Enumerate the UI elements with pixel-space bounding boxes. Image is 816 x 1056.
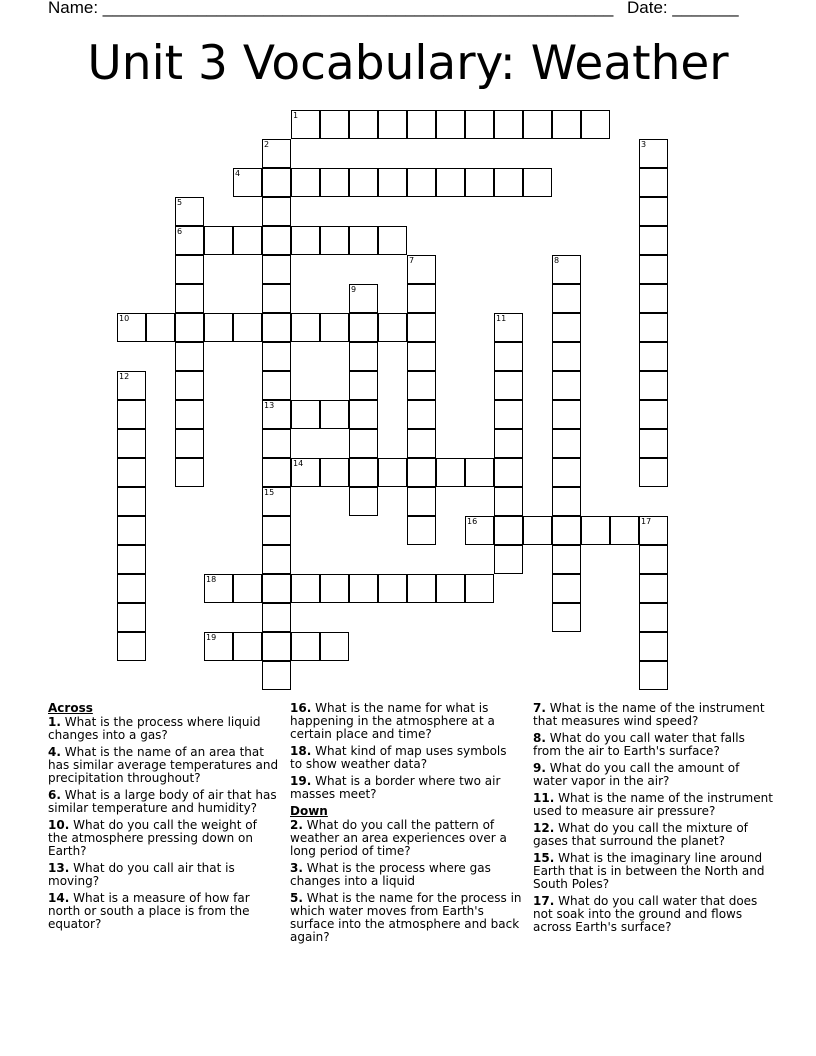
crossword-cell[interactable] [117,313,146,342]
crossword-cell[interactable] [349,313,378,342]
crossword-cell[interactable] [291,574,320,603]
crossword-cell[interactable] [552,342,581,371]
crossword-cell[interactable] [262,197,291,226]
crossword-cell[interactable] [320,226,349,255]
crossword-cell[interactable] [552,516,581,545]
crossword-cell[interactable] [494,429,523,458]
crossword-cell[interactable] [378,168,407,197]
crossword-cell[interactable] [204,632,233,661]
crossword-cell[interactable] [117,603,146,632]
crossword-cell[interactable] [639,574,668,603]
crossword-cell[interactable] [436,168,465,197]
crossword-cell[interactable] [262,226,291,255]
crossword-cell[interactable] [639,516,668,545]
crossword-cell[interactable] [175,429,204,458]
clue-down-5: 5. What is the name for the process in which water moves from Earth's surface into the atmosphere and back again? [290,891,522,944]
crossword-cell[interactable] [465,110,494,139]
clue-number: 4 [235,169,241,178]
crossword-cell[interactable] [117,400,146,429]
crossword-cell[interactable] [233,313,262,342]
name-field[interactable]: Name: ______________________________________________________ [48,0,614,17]
crossword-cell[interactable] [291,168,320,197]
crossword-cell[interactable] [639,226,668,255]
crossword-cell[interactable] [378,458,407,487]
crossword-cell[interactable] [262,342,291,371]
crossword-cell[interactable] [117,371,146,400]
crossword-cell[interactable] [204,226,233,255]
crossword-cell[interactable] [262,516,291,545]
clue-down-17: 17. What do you call water that does not soak into the ground and flows across Earth's surface? [533,894,758,934]
clue-across-14: 14. What is a measure of how far north or south a place is from the equator? [48,891,250,931]
crossword-cell[interactable] [552,545,581,574]
crossword-cell[interactable] [117,429,146,458]
crossword-cell[interactable] [378,226,407,255]
crossword-cell[interactable] [639,313,668,342]
crossword-cell[interactable] [523,516,552,545]
crossword-cell[interactable] [465,458,494,487]
crossword-cell[interactable] [639,255,668,284]
clue-number: 8 [554,256,560,265]
crossword-cell[interactable] [552,429,581,458]
clue-down-2: 2. What do you call the pattern of weather an area experiences over a long period of time? [290,818,507,858]
clue-across-4: 4. What is the name of an area that has similar average temperatures and precipitation throughout? [48,745,279,785]
across-heading: Across [48,701,93,715]
crossword-cell[interactable] [233,632,262,661]
clue-down-15: 15. What is the imaginary line around Earth that is in between the North and South Poles? [533,851,765,891]
crossword-cell[interactable] [581,516,610,545]
crossword-cell[interactable] [378,313,407,342]
crossword-cell[interactable] [552,371,581,400]
crossword-cell[interactable] [175,197,204,226]
crossword-cell[interactable] [436,110,465,139]
clue-down-11: 11. What is the name of the instrument used to measure air pressure? [533,791,773,818]
clue-down-8: 8. What do you call water that falls from the air to Earth's surface? [533,731,745,758]
crossword-cell[interactable] [639,371,668,400]
crossword-cell[interactable] [291,226,320,255]
crossword-cell[interactable] [320,574,349,603]
crossword-cell[interactable] [117,458,146,487]
crossword-cell[interactable] [407,429,436,458]
crossword-cell[interactable] [378,110,407,139]
clue-down-9: 9. What do you call the amount of water vapor in the air? [533,761,740,788]
clue-across-6: 6. What is a large body of air that has similar temperature and humidity? [48,788,277,815]
crossword-cell[interactable] [175,284,204,313]
crossword-cell[interactable] [117,516,146,545]
clue-number: 9 [351,285,357,294]
date-field[interactable]: Date: _______ [627,0,739,17]
crossword-cell[interactable] [639,661,668,690]
clue-number: 19 [206,633,217,642]
crossword-cell[interactable] [349,400,378,429]
crossword-cell[interactable] [291,313,320,342]
crossword-cell[interactable] [639,429,668,458]
crossword-cell[interactable] [639,458,668,487]
crossword-cell[interactable] [494,313,523,342]
crossword-cell[interactable] [407,487,436,516]
clues-column-1 [48,702,280,935]
crossword-cell[interactable] [175,400,204,429]
crossword-cell[interactable] [175,342,204,371]
crossword-cell[interactable] [407,400,436,429]
crossword-cell[interactable] [639,603,668,632]
crossword-cell[interactable] [262,139,291,168]
crossword-cell[interactable] [407,574,436,603]
crossword-cell[interactable] [407,313,436,342]
crossword-cell[interactable] [117,487,146,516]
crossword-cell[interactable] [639,197,668,226]
crossword-cell[interactable] [552,400,581,429]
clue-number: 5 [177,198,183,207]
crossword-cell[interactable] [320,313,349,342]
clue-across-13: 13. What do you call air that is moving? [48,861,235,888]
clues-column-3 [533,702,773,938]
crossword-cell[interactable] [639,168,668,197]
crossword-cell[interactable] [204,574,233,603]
crossword-cell[interactable] [639,632,668,661]
crossword-cell[interactable] [349,284,378,313]
crossword-cell[interactable] [552,110,581,139]
crossword-cell[interactable] [407,284,436,313]
clue-number: 1 [293,111,299,120]
crossword-cell[interactable] [262,458,291,487]
crossword-cell[interactable] [175,313,204,342]
clue-down-7: 7. What is the name of the instrument that measures wind speed? [533,701,765,728]
crossword-cell[interactable] [639,400,668,429]
crossword-cell[interactable] [494,110,523,139]
clue-number: 10 [119,314,130,323]
crossword-cell[interactable] [407,168,436,197]
crossword-cell[interactable] [407,110,436,139]
crossword-cell[interactable] [639,139,668,168]
crossword-cell[interactable] [494,545,523,574]
crossword-cell[interactable] [262,168,291,197]
crossword-cell[interactable] [407,371,436,400]
crossword-cell[interactable] [175,226,204,255]
crossword-cell[interactable] [349,226,378,255]
crossword-cell[interactable] [639,545,668,574]
clue-across-19: 19. What is a border where two air masses meet? [290,774,501,801]
crossword-cell[interactable] [320,458,349,487]
crossword-cell[interactable] [233,574,262,603]
clue-number: 13 [264,401,275,410]
crossword-cell[interactable] [117,545,146,574]
crossword-cell[interactable] [349,371,378,400]
crossword-cell[interactable] [262,545,291,574]
crossword-cell[interactable] [465,168,494,197]
clue-number: 2 [264,140,270,149]
crossword-cell[interactable] [117,632,146,661]
crossword-cell[interactable] [639,342,668,371]
crossword-cell[interactable] [494,458,523,487]
clue-number: 7 [409,256,415,265]
down-heading: Down [290,804,328,818]
crossword-cell[interactable] [639,284,668,313]
crossword-cell[interactable] [552,487,581,516]
crossword-cell[interactable] [175,371,204,400]
crossword-cell[interactable] [494,168,523,197]
clues-column-2 [290,702,522,948]
clue-number: 17 [641,517,652,526]
clue-number: 12 [119,372,130,381]
crossword-cell[interactable] [465,516,494,545]
crossword-cell[interactable] [349,458,378,487]
crossword-cell[interactable] [552,255,581,284]
crossword-cell[interactable] [349,110,378,139]
crossword-cell[interactable] [465,574,494,603]
crossword-cell[interactable] [291,458,320,487]
clue-down-3: 3. What is the process where gas changes into a liquid [290,861,491,888]
crossword-cell[interactable] [407,255,436,284]
clue-number: 15 [264,488,275,497]
crossword-cell[interactable] [552,458,581,487]
crossword-cell[interactable] [610,516,639,545]
crossword-cell[interactable] [349,487,378,516]
crossword-cell[interactable] [262,371,291,400]
crossword-cell[interactable] [407,342,436,371]
crossword-cell[interactable] [291,632,320,661]
crossword-cell[interactable] [407,458,436,487]
clue-across-18: 18. What kind of map uses symbols to show weather data? [290,744,507,771]
crossword-cell[interactable] [262,400,291,429]
crossword-cell[interactable] [349,342,378,371]
crossword-cell[interactable] [175,255,204,284]
clue-number: 18 [206,575,217,584]
crossword-cell[interactable] [233,226,262,255]
crossword-cell[interactable] [320,110,349,139]
crossword-cell[interactable] [262,313,291,342]
clue-across-1: 1. What is the process where liquid changes into a gas? [48,715,261,742]
crossword-cell[interactable] [262,255,291,284]
clue-number: 16 [467,517,478,526]
crossword-cell[interactable] [581,110,610,139]
crossword-cell[interactable] [378,574,407,603]
crossword-cell[interactable] [349,429,378,458]
clue-across-10: 10. What do you call the weight of the atmosphere pressing down on Earth? [48,818,257,858]
crossword-cell[interactable] [494,400,523,429]
crossword-cell[interactable] [320,168,349,197]
crossword-cell[interactable] [262,661,291,690]
crossword-cell[interactable] [262,574,291,603]
page-title: Unit 3 Vocabulary: Weather [87,36,729,91]
crossword-cell[interactable] [436,574,465,603]
crossword-cell[interactable] [523,110,552,139]
crossword-cell[interactable] [262,632,291,661]
crossword-cell[interactable] [117,574,146,603]
crossword-cell[interactable] [175,458,204,487]
crossword-cell[interactable] [262,429,291,458]
crossword-cell[interactable] [523,168,552,197]
crossword-cell[interactable] [552,574,581,603]
crossword-cell[interactable] [262,487,291,516]
crossword-cell[interactable] [349,168,378,197]
crossword-cell[interactable] [552,603,581,632]
clue-number: 3 [641,140,647,149]
clue-number: 11 [496,314,507,323]
crossword-cell[interactable] [494,342,523,371]
crossword-cell[interactable] [494,371,523,400]
crossword-cell[interactable] [494,516,523,545]
crossword-cell[interactable] [291,110,320,139]
crossword-cell[interactable] [291,400,320,429]
crossword-cell[interactable] [349,574,378,603]
crossword-cell[interactable] [552,313,581,342]
crossword-cell[interactable] [320,400,349,429]
crossword-cell[interactable] [320,632,349,661]
crossword-cell[interactable] [494,487,523,516]
crossword-cell[interactable] [204,313,233,342]
clue-number: 6 [177,227,183,236]
crossword-cell[interactable] [262,603,291,632]
crossword-cell[interactable] [233,168,262,197]
crossword-cell[interactable] [407,516,436,545]
clue-number: 14 [293,459,304,468]
clue-across-16: 16. What is the name for what is happening in the atmosphere at a certain place and time? [290,701,495,741]
crossword-cell[interactable] [262,284,291,313]
crossword-cell[interactable] [146,313,175,342]
crossword-cell[interactable] [436,458,465,487]
clue-down-12: 12. What do you call the mixture of gases that surround the planet? [533,821,748,848]
crossword-cell[interactable] [552,284,581,313]
